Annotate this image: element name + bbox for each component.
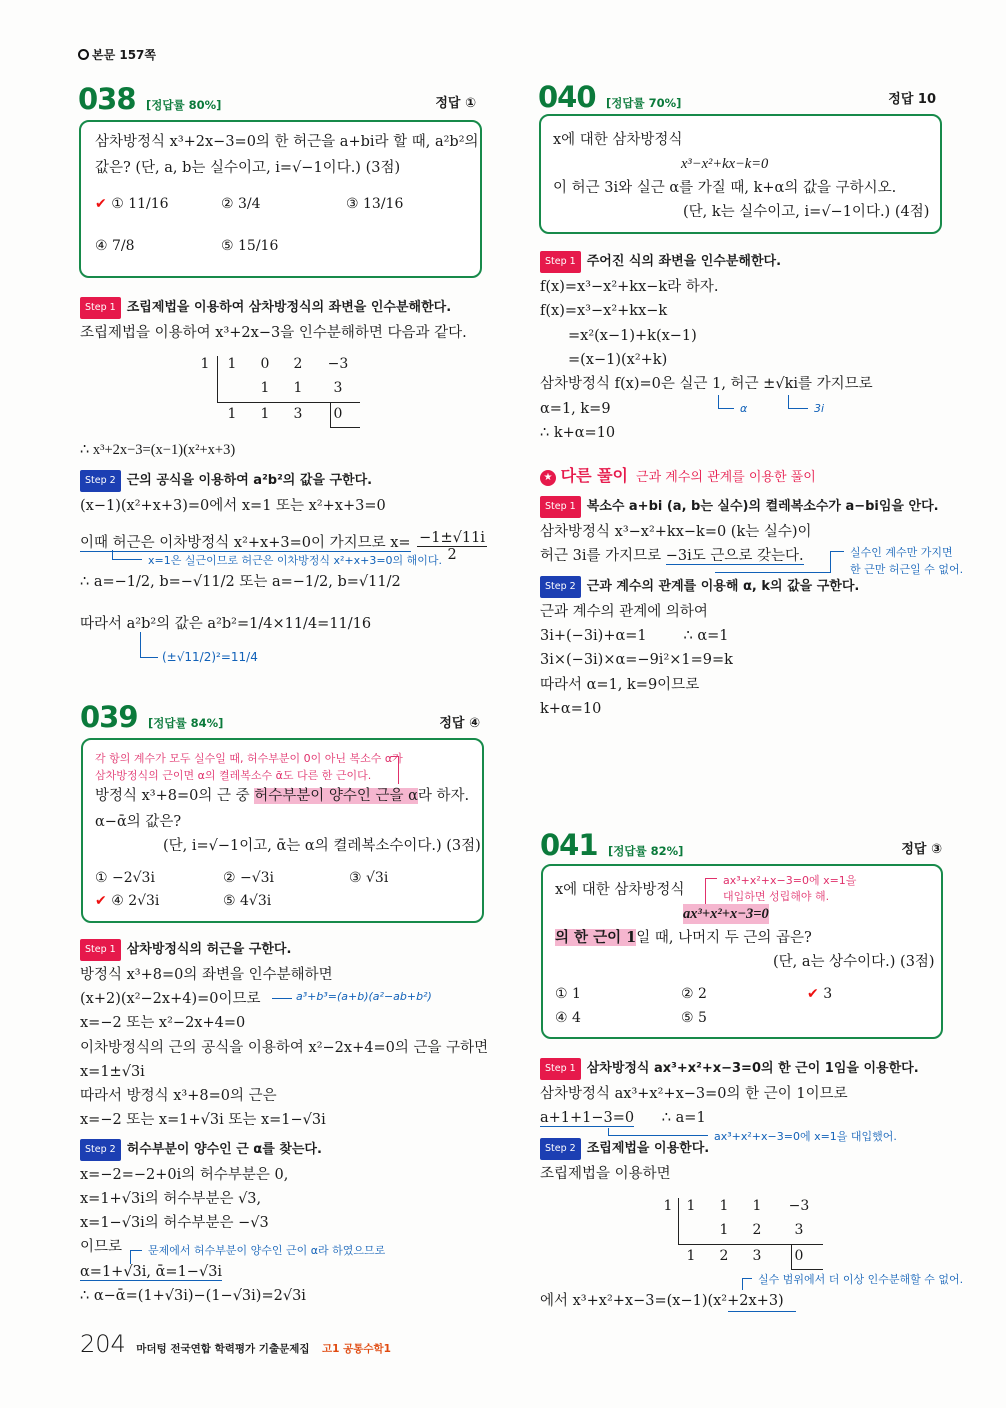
note-arrow [742, 1278, 752, 1290]
annotation-note: ax³+x²+x−3=0에 x=1을 대입했어. [714, 1130, 897, 1143]
problem-040-header [538, 80, 940, 114]
synthetic-division-table: 1 1 1 1 −3 1 2 3 1 2 3 0 [658, 1198, 828, 1268]
hint-note: 대입하면 성립해야 해. [723, 890, 830, 903]
note-arrow [718, 395, 734, 409]
synthetic-division-table: 1 1 0 2 −3 1 1 3 1 1 3 0 [195, 356, 365, 426]
note-arrow [112, 550, 142, 560]
solution-text: x=1−√3i의 허수부분은 −√3 [80, 1215, 269, 1231]
answer-label: 정답 ④ [439, 716, 480, 731]
solution-text: ∴ α−ᾱ=(1+√3i)−(1−√3i)=2√3i [80, 1288, 306, 1304]
solution-text: 삼차방정식 x³−x²+kx−k=0 (k는 실수)이 [540, 524, 812, 540]
question-text: 의 한 근이 1일 때, 나머지 두 근의 곱은? [555, 929, 812, 946]
solution-text: 방정식 x³+8=0의 좌변을 인수분해하면 [80, 967, 333, 983]
note-arrow [788, 395, 808, 409]
choice-1-selected[interactable]: ✔ ① 11/16 [95, 196, 169, 212]
choice-1[interactable]: ① −2√3i [95, 870, 155, 886]
step1-heading: Step 1 삼차방정식 ax³+x²+x−3=0의 한 근이 1임을 이용한다. [540, 1058, 919, 1080]
solution-text: =(x−1)(x²+k) [568, 352, 668, 368]
step2-heading: Step 2 허수부분이 양수인 근 α를 찾는다. [80, 1139, 322, 1161]
solution-text: α=1, k=9 [540, 401, 611, 417]
step2-badge: Step 2 [80, 1139, 121, 1161]
step1-heading: Step 1 삼차방정식의 허근을 구한다. [80, 939, 291, 961]
choice-3-selected[interactable]: ✔ 3 [807, 986, 833, 1002]
solution-text: f(x)=x³−x²+kx−k [540, 303, 668, 319]
annotation-note: 실수 범위에서 더 이상 인수분해할 수 없어. [758, 1273, 964, 1286]
choice-2[interactable]: ② −√3i [223, 870, 275, 886]
checkmark-icon: ✔ [95, 893, 107, 909]
problem-038-question-box [79, 120, 482, 278]
annotation-note: (±√11/2)²=11/4 [162, 650, 258, 664]
question-equation: x³−x²+kx−k=0 [681, 156, 769, 172]
solution-text: x=−2 또는 x=1+√3i 또는 x=1−√3i [80, 1112, 326, 1128]
book-subtitle: 고1 공통수학1 [321, 1343, 391, 1355]
note-arrow [140, 632, 158, 658]
solution-text: (x+2)(x²−2x+4)=0이므로 [80, 991, 261, 1007]
question-text: 이 허근 3i와 실근 α를 가질 때, k+α의 값을 구하시오. [553, 180, 897, 196]
problem-039-question-box [81, 738, 484, 923]
solution-text: ∴ a=−1/2, b=−√11/2 또는 a=−1/2, b=√11/2 [80, 574, 401, 590]
note-arrow [608, 1128, 708, 1136]
solution-text: ∴ k+α=10 [540, 425, 616, 441]
note-arrow [272, 998, 292, 999]
question-text: 값은? (단, a, b는 실수이고, i=√−1이다.) (3점) [95, 160, 401, 176]
step1-heading: Step 1 조립제법을 이용하여 삼차방정식의 좌변을 인수분해한다. [80, 297, 451, 319]
page-number: 204 [80, 1330, 126, 1358]
fraction: $\frac{-1\pm√11i}{2}$ [419, 530, 486, 563]
solution-text: 3i×(−3i)×α=−9i²×1=9=k [540, 652, 733, 668]
correct-rate: [정답률 80%] [146, 98, 222, 112]
choice-3[interactable]: ③ 13/16 [346, 196, 404, 212]
solution-text: 이므로 [80, 1239, 123, 1255]
book-title: 마더텅 전국연합 학력평가 기출문제집 [136, 1343, 310, 1355]
solution-text: 따라서 α=1, k=9이므로 [540, 677, 700, 693]
choice-1[interactable]: ① 1 [555, 986, 581, 1002]
correct-rate: [정답률 70%] [606, 96, 682, 110]
solution-text: a+1+1−3=0 ∴ a=1 [540, 1110, 706, 1126]
question-text: (단, k는 실수이고, i=√−1이다.) (4점) [683, 204, 930, 220]
correct-rate: [정답률 82%] [608, 844, 684, 858]
solution-text: 따라서 방정식 x³+8=0의 근은 [80, 1088, 277, 1104]
star-icon: ★ [540, 470, 556, 486]
step1-badge: Step 1 [540, 496, 581, 518]
problem-038-header [78, 82, 480, 116]
problem-041-question-box [541, 864, 943, 1039]
solution-text: 이차방정식의 근의 공식을 이용하여 x²−2x+4=0의 근을 구하면 [80, 1040, 489, 1056]
choice-5[interactable]: ⑤ 5 [681, 1010, 707, 1026]
solution-text: 3i+(−3i)+α=1 ∴ α=1 [540, 628, 729, 644]
underline [728, 1311, 796, 1312]
annotation-note: a³+b³=(a+b)(a²−ab+b²) [296, 990, 432, 1003]
choice-3[interactable]: ③ √3i [349, 870, 389, 886]
question-text: 방정식 x³+8=0의 근 중 허수부분이 양수인 근을 α라 하자. [95, 788, 470, 804]
question-text: x에 대한 삼차방정식 [555, 882, 685, 898]
problem-039-header [80, 700, 482, 734]
step2-heading: Step 2 조립제법을 이용한다. [540, 1138, 709, 1160]
choice-4[interactable]: ④ 4 [555, 1010, 581, 1026]
question-text: (단, a는 상수이다.) (3점) [773, 954, 935, 970]
choice-2[interactable]: ② 2 [681, 986, 707, 1002]
step2-badge: Step 2 [80, 470, 121, 492]
correct-rate: [정답률 84%] [148, 716, 224, 730]
hint-note: 각 항의 계수가 모두 실수일 때, 허수부분이 0이 아닌 복소수 α가 [95, 752, 403, 765]
solution-text: f(x)=x³−x²+kx−k라 하자. [540, 279, 719, 295]
hint-arrow [391, 756, 399, 784]
circle-icon [78, 49, 89, 60]
solution-text: (x−1)(x²+x+3)=0에서 x=1 또는 x²+x+3=0 [80, 498, 386, 514]
solution-text: k+α=10 [540, 701, 602, 717]
question-text: (단, i=√−1이고, ᾱ는 α의 켤레복소수이다.) (3점) [163, 838, 481, 854]
solution-text: 근과 계수의 관계에 의하여 [540, 604, 708, 620]
answer-label: 정답 ③ [901, 842, 942, 857]
step1-heading: Step 1 복소수 a+bi (a, b는 실수)의 켤레복소수가 a−bi임을 안다. [540, 496, 939, 518]
question-text: x에 대한 삼차방정식 [553, 132, 683, 148]
checkmark-icon: ✔ [807, 986, 819, 1002]
alt-solution-heading: ★ 다른 풀이 근과 계수의 관계를 이용한 풀이 [540, 466, 816, 488]
note-arrow [830, 551, 844, 573]
solution-text: 이때 허근은 이차방정식 x²+x+3=0이 가지므로 x= $\frac{-1\pm√11i}{2}$ [80, 530, 486, 563]
question-equation: ax³+x²+x−3=0 [683, 906, 769, 922]
step2-heading: Step 2 근의 공식을 이용하여 a²b²의 값을 구한다. [80, 470, 372, 492]
choice-2[interactable]: ② 3/4 [221, 196, 261, 212]
checkmark-icon: ✔ [95, 196, 107, 212]
step2-heading: Step 2 근과 계수의 관계를 이용해 α, k의 값을 구한다. [540, 576, 859, 598]
problem-040-question-box [539, 114, 942, 234]
step1-badge: Step 1 [540, 1058, 581, 1080]
annotation-note: 실수인 계수만 가지면 [850, 546, 953, 559]
annotation-note: x=1은 실근이므로 허근은 이차방정식 x²+x+3=0의 해이다. [148, 554, 443, 567]
annotation-note: α [740, 402, 748, 415]
solution-text: x=1±√3i [80, 1064, 145, 1080]
choice-5[interactable]: ⑤ 4√3i [223, 893, 272, 909]
page-reference: 본문 157쪽 [78, 46, 156, 63]
solution-text: 에서 x³+x²+x−3=(x−1)(x²+2x+3) [540, 1293, 784, 1309]
problem-number: 041 [540, 828, 598, 862]
problem-number: 039 [80, 700, 138, 734]
step1-heading: Step 1 주어진 식의 좌변을 인수분해한다. [540, 251, 781, 273]
step2-badge: Step 2 [540, 1138, 581, 1160]
solution-text: 따라서 a²b²의 값은 a²b²=1/4×11/4=11/16 [80, 616, 372, 632]
solution-text: x=−2 또는 x²−2x+4=0 [80, 1015, 246, 1031]
choice-5[interactable]: ⑤ 15/16 [221, 238, 279, 254]
solution-text: 조립제법을 이용하면 [540, 1166, 671, 1182]
solution-text: =x²(x−1)+k(x−1) [568, 328, 697, 344]
problem-041-header [540, 828, 942, 862]
page-footer [80, 1330, 391, 1358]
step1-badge: Step 1 [80, 297, 121, 319]
step2-badge: Step 2 [540, 576, 581, 598]
note-arrow [715, 565, 831, 573]
step1-badge: Step 1 [540, 251, 581, 273]
solution-text: 조립제법을 이용하여 x³+2x−3을 인수분해하면 다음과 같다. [80, 325, 467, 341]
solution-text: 허근 3i를 가지므로 −3i도 근으로 갖는다. [540, 548, 804, 564]
annotation-note: 한 근만 허근일 수 없어. [850, 563, 964, 576]
highlighted-text: 허수부분이 양수인 근을 α [254, 788, 418, 804]
question-text: α−ᾱ의 값은? [95, 814, 182, 830]
solution-text: x=−2=−2+0i의 허수부분은 0, [80, 1167, 289, 1183]
solution-text: 삼차방정식 f(x)=0은 실근 1, 허근 ±√ki를 가지므로 [540, 376, 873, 392]
annotation-note: 문제에서 허수부분이 양수인 근이 α라 하였으므로 [148, 1244, 386, 1257]
solution-text: α=1+√3i, ᾱ=1−√3i [80, 1264, 223, 1280]
solution-text: x=1+√3i의 허수부분은 √3, [80, 1191, 262, 1207]
highlighted-text: 의 한 근이 1 [555, 929, 637, 946]
problem-number: 040 [538, 80, 596, 114]
step1-badge: Step 1 [80, 939, 121, 961]
hint-note: 삼차방정식의 근이면 α의 켤레복소수 ᾱ도 다른 한 근이다. [95, 769, 372, 782]
choice-4-selected[interactable]: ✔ ④ 2√3i [95, 893, 160, 909]
solution-text: 삼차방정식 ax³+x²+x−3=0의 한 근이 1이므로 [540, 1086, 848, 1102]
solution-text: ∴ x³+2x−3=(x−1)(x²+x+3) [80, 442, 236, 458]
question-text: 삼차방정식 x³+2x−3=0의 한 허근을 a+bi라 할 때, a²b²의 [95, 134, 479, 150]
annotation-note: 3i [814, 402, 825, 415]
answer-label: 정답 10 [888, 92, 936, 107]
problem-number: 038 [78, 82, 136, 116]
hint-note: ax³+x²+x−3=0에 x=1을 [723, 874, 857, 887]
answer-label: 정답 ① [435, 96, 476, 111]
choice-4[interactable]: ④ 7/8 [95, 238, 135, 254]
